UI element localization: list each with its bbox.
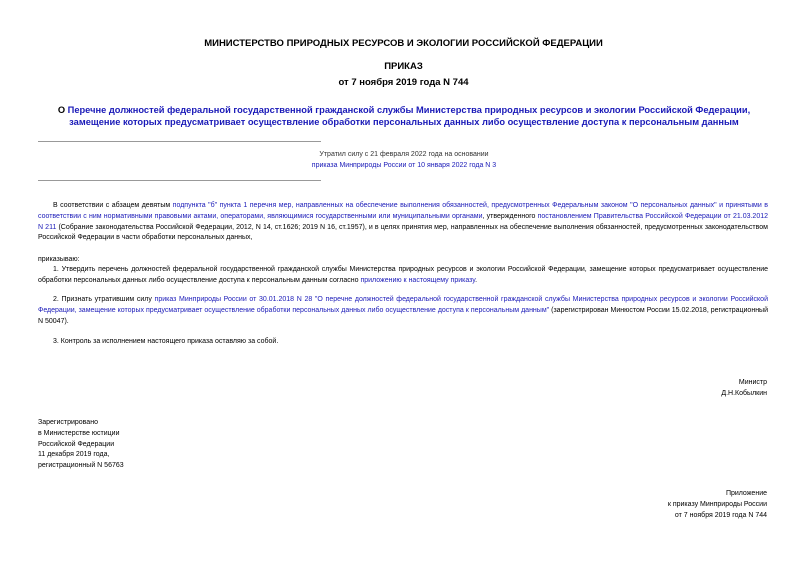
item-3: 3. Контроль за исполнением настоящего приказа оставляю за собой. [53,338,279,345]
preamble-link-resolution[interactable]: постановлением Правительства Российской Федерации от 21.03.2012 N 211 [38,212,768,231]
doc-type-heading: ПРИКАЗ [384,61,423,72]
item-2 [38,295,768,327]
divider-bottom [38,180,321,181]
signature-block [721,378,767,400]
signature-position: Министр [738,379,767,386]
registration-line: 11 декабря 2019 года, [38,451,110,459]
order-word: приказываю: [38,256,80,263]
registration-line: Зарегистрировано [38,419,98,426]
item-1-end: . [475,276,478,284]
appendix-line: к приказу Минприроды России [667,500,767,508]
preamble-link-measures[interactable]: подпункта "б" пункта 1 перечня мер, направленных на обеспечение выполнения обязанностей, предусмотренных Федеральным законом "О персональных данных" и принятыми в соответствии с ним нормативными правовыми актами, операторами, являющимися государственными или муниципальными органами [38,202,768,220]
title-link[interactable]: Перечне должностей федеральной государственной гражданской службы Министерства природных ресурсов и экологии Российской Федерации, замещение которых предусматривает осуществление обработки персональных данных либо осуществление доступа к персональным данным [67,105,751,127]
appendix-line: от 7 ноября 2019 года N 744 [674,511,767,519]
item-2-end: (зарегистрирован Минюстом России 15.02.2018, регистрационный N 50047). [38,306,768,325]
title-prefix: О [57,105,68,115]
status-note-text: Утратил силу с 21 февраля 2022 года на основании [319,151,489,158]
status-note [300,149,508,171]
preamble-text-3: (Собрание законодательства Российской Федерации, 2012, N 14, ст.1626; 2019 N 16, ст.1957), и в целях принятия мер, направленных на обеспечение выполнения обязанностей, предусмотренных законодательством Российской Федерации в части обработки персональных данных, [38,223,768,242]
ministry-heading: МИНИСТЕРСТВО ПРИРОДНЫХ РЕСУРСОВ И ЭКОЛОГИИ РОССИЙСКОЙ ФЕДЕРАЦИИ [204,38,603,49]
registration-line: в Министерстве юстиции [38,429,120,437]
item-1-appendix-link[interactable]: приложению к настоящему приказу [360,276,476,284]
item-2-order-link[interactable]: приказ Минприроды России от 30.01.2018 N 28 "О перечне должностей федеральной государственной гражданской службы Министерства природных ресурсов и экологии Российской Федерации, замещение которых предусматривает осуществление обработки персональных данных либо осуществление доступа к персональным данным" [38,296,768,314]
registration-line: регистрационный N 56763 [38,462,124,470]
preamble-text-1: В соответствии с абзацем девятым [53,202,173,209]
document-title [38,104,770,128]
status-note-link[interactable]: приказа Минприроды России от 10 января 2022 года N 3 [311,162,497,169]
preamble-paragraph [38,201,768,244]
doc-date-number: от 7 ноября 2019 года N 744 [338,77,469,88]
divider-top [38,141,321,142]
preamble-text-2: , утвержденного [482,212,538,220]
registration-line: Российской Федерации [38,440,115,448]
item-1 [38,265,768,287]
item-1-text: 1. Утвердить перечень должностей федеральной государственной гражданской службы Министерства природных ресурсов и экологии Российской Федерации, замещение которых предусматривает осуществление обработки персональных данных либо осуществление доступа к персональным данным согласно [38,266,768,284]
appendix-line: Приложение [725,490,767,497]
appendix-block [668,489,767,521]
item-2-text: 2. Признать утратившим силу [53,296,155,303]
registration-block [38,418,124,472]
signature-name: Д.Н.Кобылкин [721,389,767,397]
